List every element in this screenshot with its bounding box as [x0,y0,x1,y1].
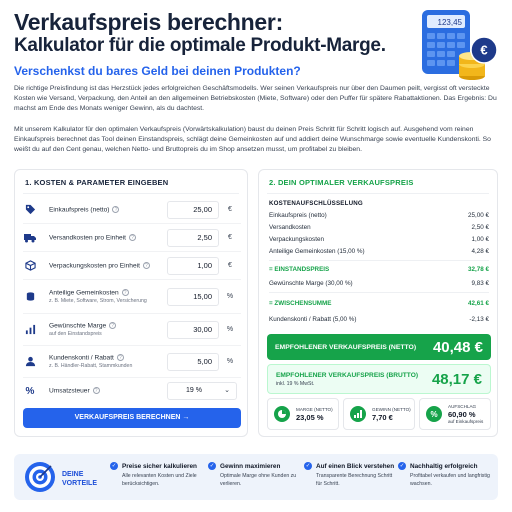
unit-label: % [226,293,234,300]
unit-label: € [228,234,232,241]
percent-icon: % [25,385,35,397]
chart-icon [23,323,37,337]
kpi-sub: auf Einkaufspreis [448,419,484,424]
benefit-item: ✓ Preise sicher kalkulieren Alle relevanten Kosten und Ziele berücksichtigen. [111,462,197,487]
param-label: Umsatzsteuer [49,387,90,395]
page-header [14,10,414,57]
breakdown-row: Anteilige Gemeinkosten (15,00 %) 4,28 € [269,248,489,255]
verpackungskosten-input[interactable]: 1,00 [167,257,219,275]
param-sublabel: auf den Einstandspreis [49,330,102,337]
calculator-illustration [416,6,502,84]
intro-paragraph-1: Die richtige Preisfindung ist das Herzstück jedes erfolgreichen Geschäftsmodells. Wer seinen Verkaufspreis nur über den Daumen peilt, vergisst oft versteckte Kosten wie Versand, Verpackung, den Anteil an den allgemeinen Betriebskosten (Miete, Software) oder den Puffer für spätere Rabattaktionen. Das Ergebnis: Du machst am Ende des Monats weniger Gewinn, als du dachtest. [14,85,497,112]
help-icon[interactable]: ? [122,289,129,296]
user-icon [23,355,37,369]
breakdown-row: Kundenskonti / Rabatt (5,00 %) -2,13 € [269,316,489,323]
zwischensumme-row: = ZWISCHENSUMME 42,61 € [269,300,489,307]
page-title: Verkaufspreis berechner: [14,9,283,35]
net-price-box [267,334,491,360]
kpi-label: GEWINN (NETTO) [372,406,411,412]
pie-chart-icon [274,406,290,422]
percent-badge-icon [426,406,442,422]
net-price-value: 40,48 € [432,338,483,356]
calculator-display-text: 123,45 [437,18,462,27]
param-label: Anteilige Gemeinkosten [49,289,119,297]
breakdown-title: KOSTENAUFSCHLÜSSELUNG [269,200,363,207]
umsatzsteuer-select[interactable] [167,382,237,400]
kpi-margin [267,398,339,430]
check-icon: ✓ [209,463,215,469]
einstandspreis-row: = EINSTANDSPREIS 32,78 € [269,266,489,273]
help-icon[interactable]: ? [143,262,150,269]
benefits-footer [14,454,498,500]
breakdown-row: Gewünschte Marge (30,00 %) 9,83 € [269,280,489,287]
param-row-marge [23,314,241,346]
check-icon: ✓ [305,463,311,469]
versandkosten-input[interactable]: 2,50 [167,229,219,247]
unit-label: % [226,358,234,365]
bar-chart-icon [350,406,366,422]
result-panel-title: 2. DEIN OPTIMALER VERKAUFSPREIS [269,178,414,187]
select-value: 19 % [186,387,202,394]
benefits-title: DEINE VORTEILE [62,471,98,487]
param-sublabel: z. B. Händler-Rabatt, Stammkunden [49,362,133,369]
param-sublabel: z. B. Miete, Software, Strom, Versicherung [49,297,147,304]
result-panel [258,169,498,437]
truck-icon [23,231,37,245]
kpi-value: 23,05 % [296,412,324,422]
param-row-verpackungskosten [23,252,241,280]
gross-price-sub: inkl. 19 % MwSt. [276,380,315,387]
param-label: Versandkosten pro Einheit [49,234,126,242]
help-icon[interactable]: ? [93,387,100,394]
kpi-label: MARGE (NETTO) [296,406,333,412]
coins-icon [23,290,37,304]
param-label: Einkaufspreis (netto) [49,206,110,214]
box-icon [23,259,37,273]
target-icon [24,461,56,493]
help-icon[interactable]: ? [117,354,124,361]
calculate-button[interactable]: VERKAUFSPREIS BERECHNEN → [23,408,241,428]
kpi-markup [419,398,491,430]
marge-input[interactable]: 30,00 [167,321,219,339]
check-icon: ✓ [399,463,405,469]
einkaufspreis-input[interactable]: 25,00 [167,201,219,219]
unit-label: € [228,262,232,269]
gross-price-label: EMPFOHLENER VERKAUFSPREIS (BRUTTO) [276,371,419,379]
kundenskonti-input[interactable]: 5,00 [167,353,219,371]
benefit-item: ✓ Nachhaltig erfolgreich Profitabel verkaufen und langfristig wachsen. [399,462,490,487]
euro-icon: € [480,42,488,58]
parameters-panel-title: 1. KOSTEN & PARAMETER EINGEBEN [25,178,169,187]
param-row-versandkosten [23,224,241,252]
intro-paragraph-2: Mit unserem Kalkulator für den optimalen Verkaufspreis (Vorwärtskalkulation) baust du deinen Preis Schritt für Schritt logisch auf. Ausgehend vom reinen Einkaufspreis berechnet das Tool deinen Einstandspreis, schlägt deine Gemeinkosten auf und addiert deine Wunschmarge sowie eventuelle Kundenskonti. So weißt du auf den Cent genau, welchen Netto- und Bruttopreis du im Shop ansetzen musst, um profitabel zu bleiben. [14,126,491,153]
unit-label: € [228,206,232,213]
help-icon[interactable]: ? [129,234,136,241]
net-price-label: EMPFOHLENER VERKAUFSPREIS (NETTO) [275,343,417,351]
help-icon[interactable]: ? [112,206,119,213]
kpi-profit [343,398,415,430]
param-row-umsatzsteuer [23,378,241,404]
gross-price-box [267,364,491,394]
check-icon: ✓ [111,463,117,469]
param-label: Verpackungskosten pro Einheit [49,262,140,270]
benefit-item: ✓ Gewinn maximieren Optimale Marge ohne Kunden zu verlieren. [209,462,297,487]
kpi-value: 7,70 € [372,412,393,422]
help-icon[interactable]: ? [109,322,116,329]
gemeinkosten-input[interactable]: 15,00 [167,288,219,306]
benefit-item: ✓ Auf einen Blick verstehen Transparente Berechnung Schritt für Schritt. [305,462,395,487]
param-row-gemeinkosten [23,280,241,314]
param-row-einkaufspreis [23,196,241,224]
gross-price-value: 48,17 € [431,370,482,388]
tagline: Verschenkst du bares Geld bei deinen Produkten? [14,64,301,78]
page-subtitle: Kalkulator für die optimale Produkt-Marge. [14,35,386,56]
breakdown-row: Einkaufspreis (netto) 25,00 € [269,212,489,219]
unit-label: % [226,326,234,333]
tag-icon [23,203,37,217]
param-label: Gewünschte Marge [49,322,107,330]
breakdown-row: Versandkosten 2,50 € [269,224,489,231]
param-row-kundenskonti [23,346,241,378]
param-label: Kundenskonti / Rabatt [49,354,114,362]
kpi-value: 60,90 % [448,410,476,419]
breakdown-row: Verpackungskosten 1,00 € [269,236,489,243]
svg-text:%: % [430,410,438,419]
parameters-panel [14,169,248,437]
chevron-down-icon: ⌄ [224,387,230,394]
kpi-label: AUFSCHLAG [448,404,477,409]
